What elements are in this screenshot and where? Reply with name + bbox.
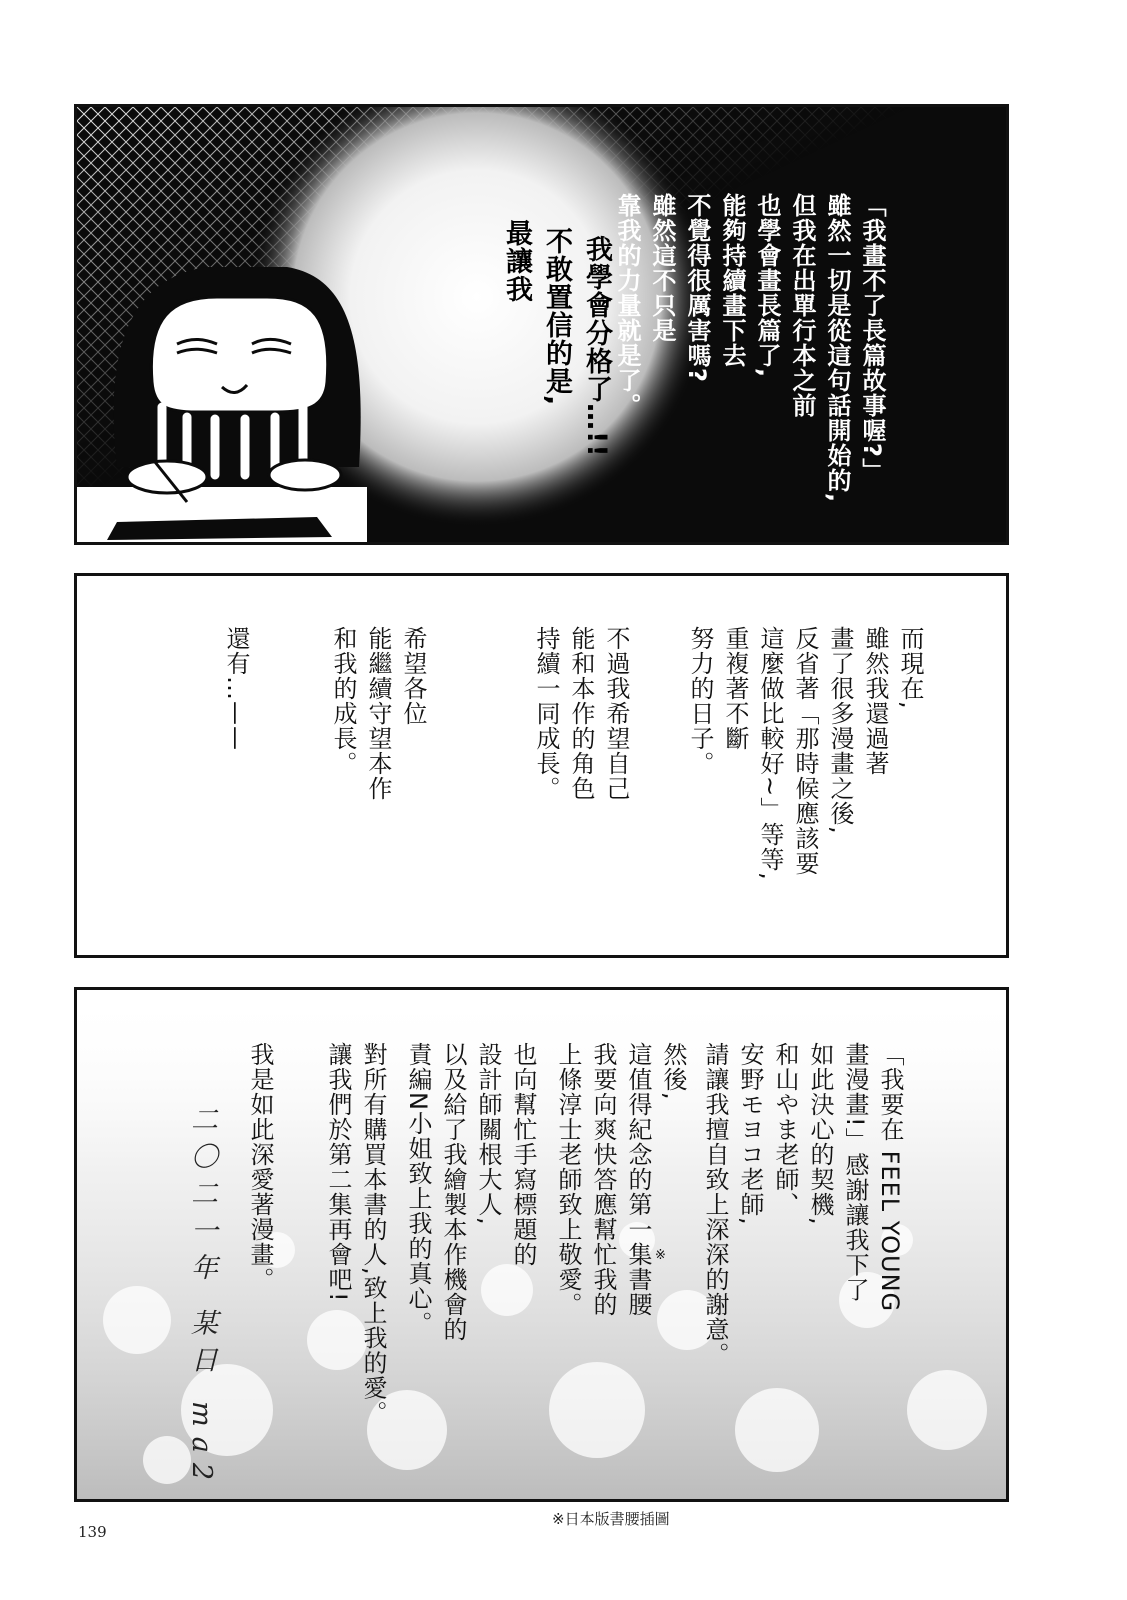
caption-line-1: 「我畫不了長篇故事喔?」 — [858, 193, 886, 483]
text-line: 責編N小姐致上我的真心。 — [404, 1042, 432, 1336]
handwritten-signature: 二〇二一年 某日 ma2 — [186, 1105, 217, 1491]
exclaim-line-3: 我學會分格了…!! — [581, 235, 612, 458]
text-line: 努力的日子。 — [686, 626, 714, 776]
text-line: 畫漫畫!」感謝讓我下了 — [841, 1042, 869, 1303]
caption-line-5: 能夠持續畫下去 — [718, 193, 746, 368]
page-number: 139 — [78, 1523, 107, 1541]
text-line: 也向幫忙手寫標題的 — [509, 1042, 537, 1267]
text-line: 和我的成長。 — [329, 626, 357, 776]
caption-line-8: 靠我的力量就是了。 — [613, 193, 641, 418]
text-line: 我要向爽快答應幫忙我的 — [589, 1042, 617, 1317]
text-line: 重複著不斷 — [721, 626, 749, 751]
text-line: 這值得紀念的第一集書腰 — [624, 1042, 652, 1317]
text-line: 反省著「那時候應該要 — [791, 626, 819, 876]
text-line: 畫了很多漫畫之後, — [826, 626, 854, 835]
footnote: ※日本版書腰插圖 — [552, 1510, 670, 1528]
text-line: 「我要在 FEEL YOUNG — [876, 1042, 904, 1313]
text-line: 然後, — [659, 1042, 687, 1101]
caption-line-3: 但我在出單行本之前 — [788, 193, 816, 418]
text-line: 而現在, — [896, 626, 924, 710]
text-line: 讓我們於第二集再會吧! — [324, 1042, 352, 1303]
text-line: 如此決心的契機, — [806, 1042, 834, 1226]
caption-line-4: 也學會畫長篇了, — [753, 193, 781, 379]
footnote-mark: ※ — [655, 1248, 666, 1263]
text-line: 不過我希望自己 — [602, 626, 630, 801]
text-line: 還有…—— — [222, 626, 250, 751]
exclaim-line-2: 不敢置信的是, — [541, 227, 572, 407]
daruma-character — [114, 267, 361, 502]
text-line: 和山やま老師、 — [771, 1042, 799, 1217]
text-line: 雖然我還過著 — [861, 626, 889, 776]
text-line: 對所有購買本書的人,致上我的愛。 — [359, 1042, 387, 1426]
panel-middle — [74, 573, 1009, 958]
text-line: 持續一同成長。 — [532, 626, 560, 801]
exclaim-line-1: 最讓我 — [501, 219, 532, 303]
text-line: 設計師關根大人, — [474, 1042, 502, 1226]
caption-line-6: 不覺得很厲害嗎? — [683, 193, 711, 383]
text-line: 上條淳士老師致上敬愛。 — [554, 1042, 582, 1317]
caption-line-7: 雖然這不只是 — [648, 193, 676, 343]
text-line: 以及給了我繪製本作機會的 — [439, 1042, 467, 1342]
caption-line-2: 雖然一切是從這句話開始的, — [823, 193, 851, 504]
text-line: 希望各位 — [399, 626, 427, 726]
text-line: 我是如此深愛著漫畫。 — [246, 1042, 274, 1292]
panel-top — [74, 104, 1009, 545]
text-line: 能和本作的角色 — [567, 626, 595, 801]
text-line: 安野モヨコ老師, — [736, 1042, 764, 1226]
text-line: 請讓我擅自致上深深的謝意。 — [701, 1042, 729, 1367]
text-line: 能繼續守望本作 — [364, 626, 392, 801]
text-line: 這麼做比較好~」等等, — [756, 626, 784, 881]
panel-bottom — [74, 987, 1009, 1502]
